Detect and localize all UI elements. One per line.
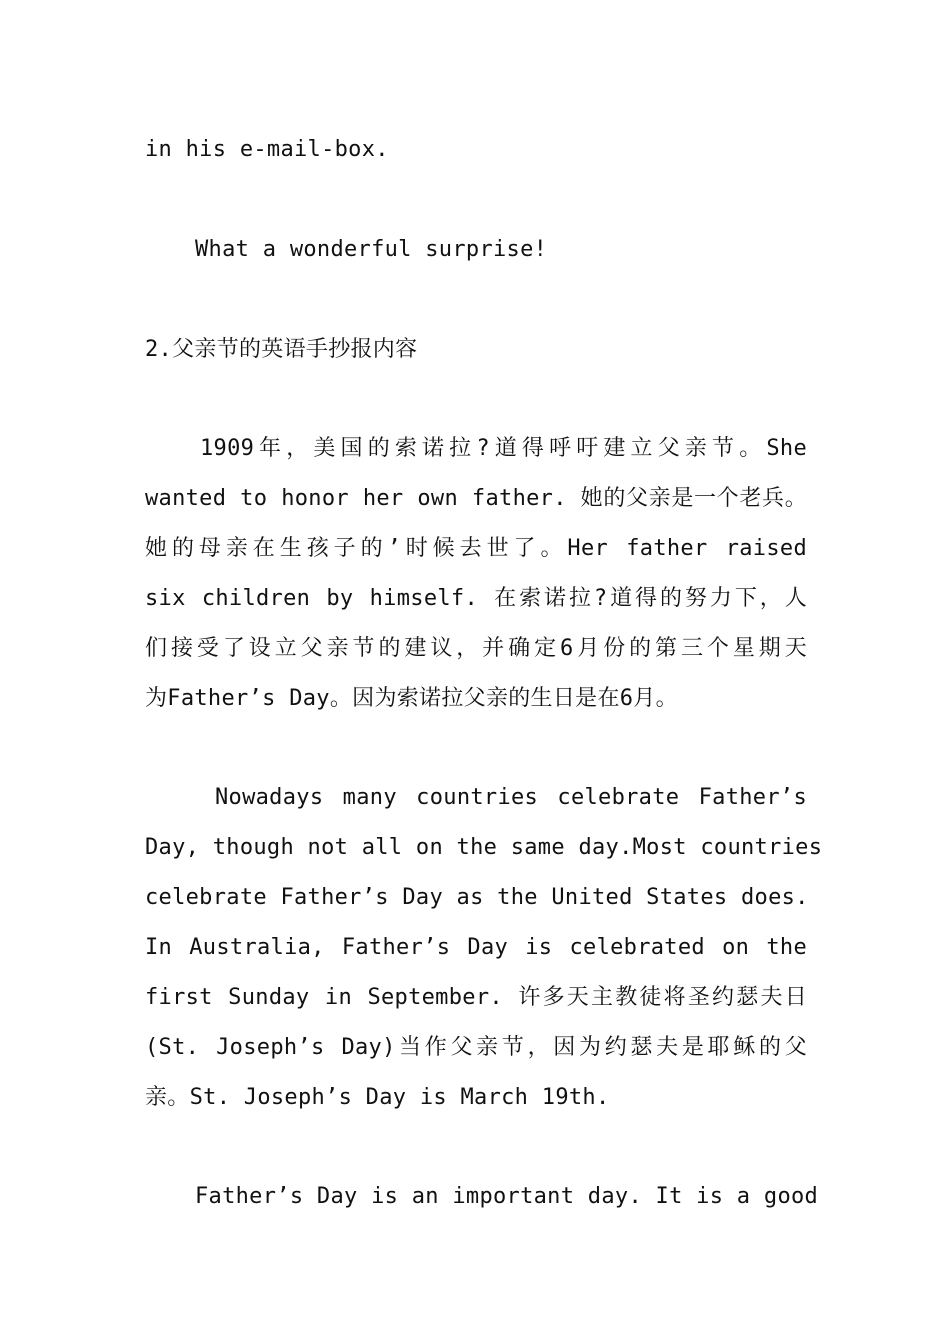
text-line: 为Father’s Day。因为索诺拉父亲的生日是在6月。	[145, 686, 678, 711]
text-line: 们接受了设立父亲节的建议，并确定6月份的第三个星期天	[145, 636, 807, 661]
text-line: Father’s Day is an important day. It is a good	[195, 1184, 819, 1209]
section-heading: 2.父亲节的英语手抄报内容	[145, 337, 418, 362]
text-line: What a wonderful surprise!	[195, 237, 548, 262]
text-line: 她的母亲在生孩子的’时候去世了。Her father raised	[145, 536, 807, 561]
text-line: 1909年，美国的索诺拉?道得呼吁建立父亲节。She	[200, 436, 807, 461]
text-line: (St. Joseph’s Day)当作父亲节，因为约瑟夫是耶稣的父	[145, 1035, 807, 1060]
text-line: 亲。St. Joseph’s Day is March 19th.	[145, 1085, 610, 1110]
text-line: In Australia, Father’s Day is celebrated on the	[145, 935, 807, 960]
text-line: six children by himself. 在索诺拉?道得的努力下，人	[145, 586, 807, 611]
text-line: Day, though not all on the same day.Most countries	[145, 835, 823, 860]
text-line: celebrate Father’s Day as the United States does.	[145, 885, 809, 910]
text-line: Nowadays many countries celebrate Father’s	[215, 785, 807, 810]
text-line: wanted to honor her own father. 她的父亲是一个老兵。	[145, 486, 807, 511]
text-line: in his e-mail-box.	[145, 137, 389, 162]
text-line: first Sunday in September. 许多天主教徒将圣约瑟夫日	[145, 985, 807, 1010]
